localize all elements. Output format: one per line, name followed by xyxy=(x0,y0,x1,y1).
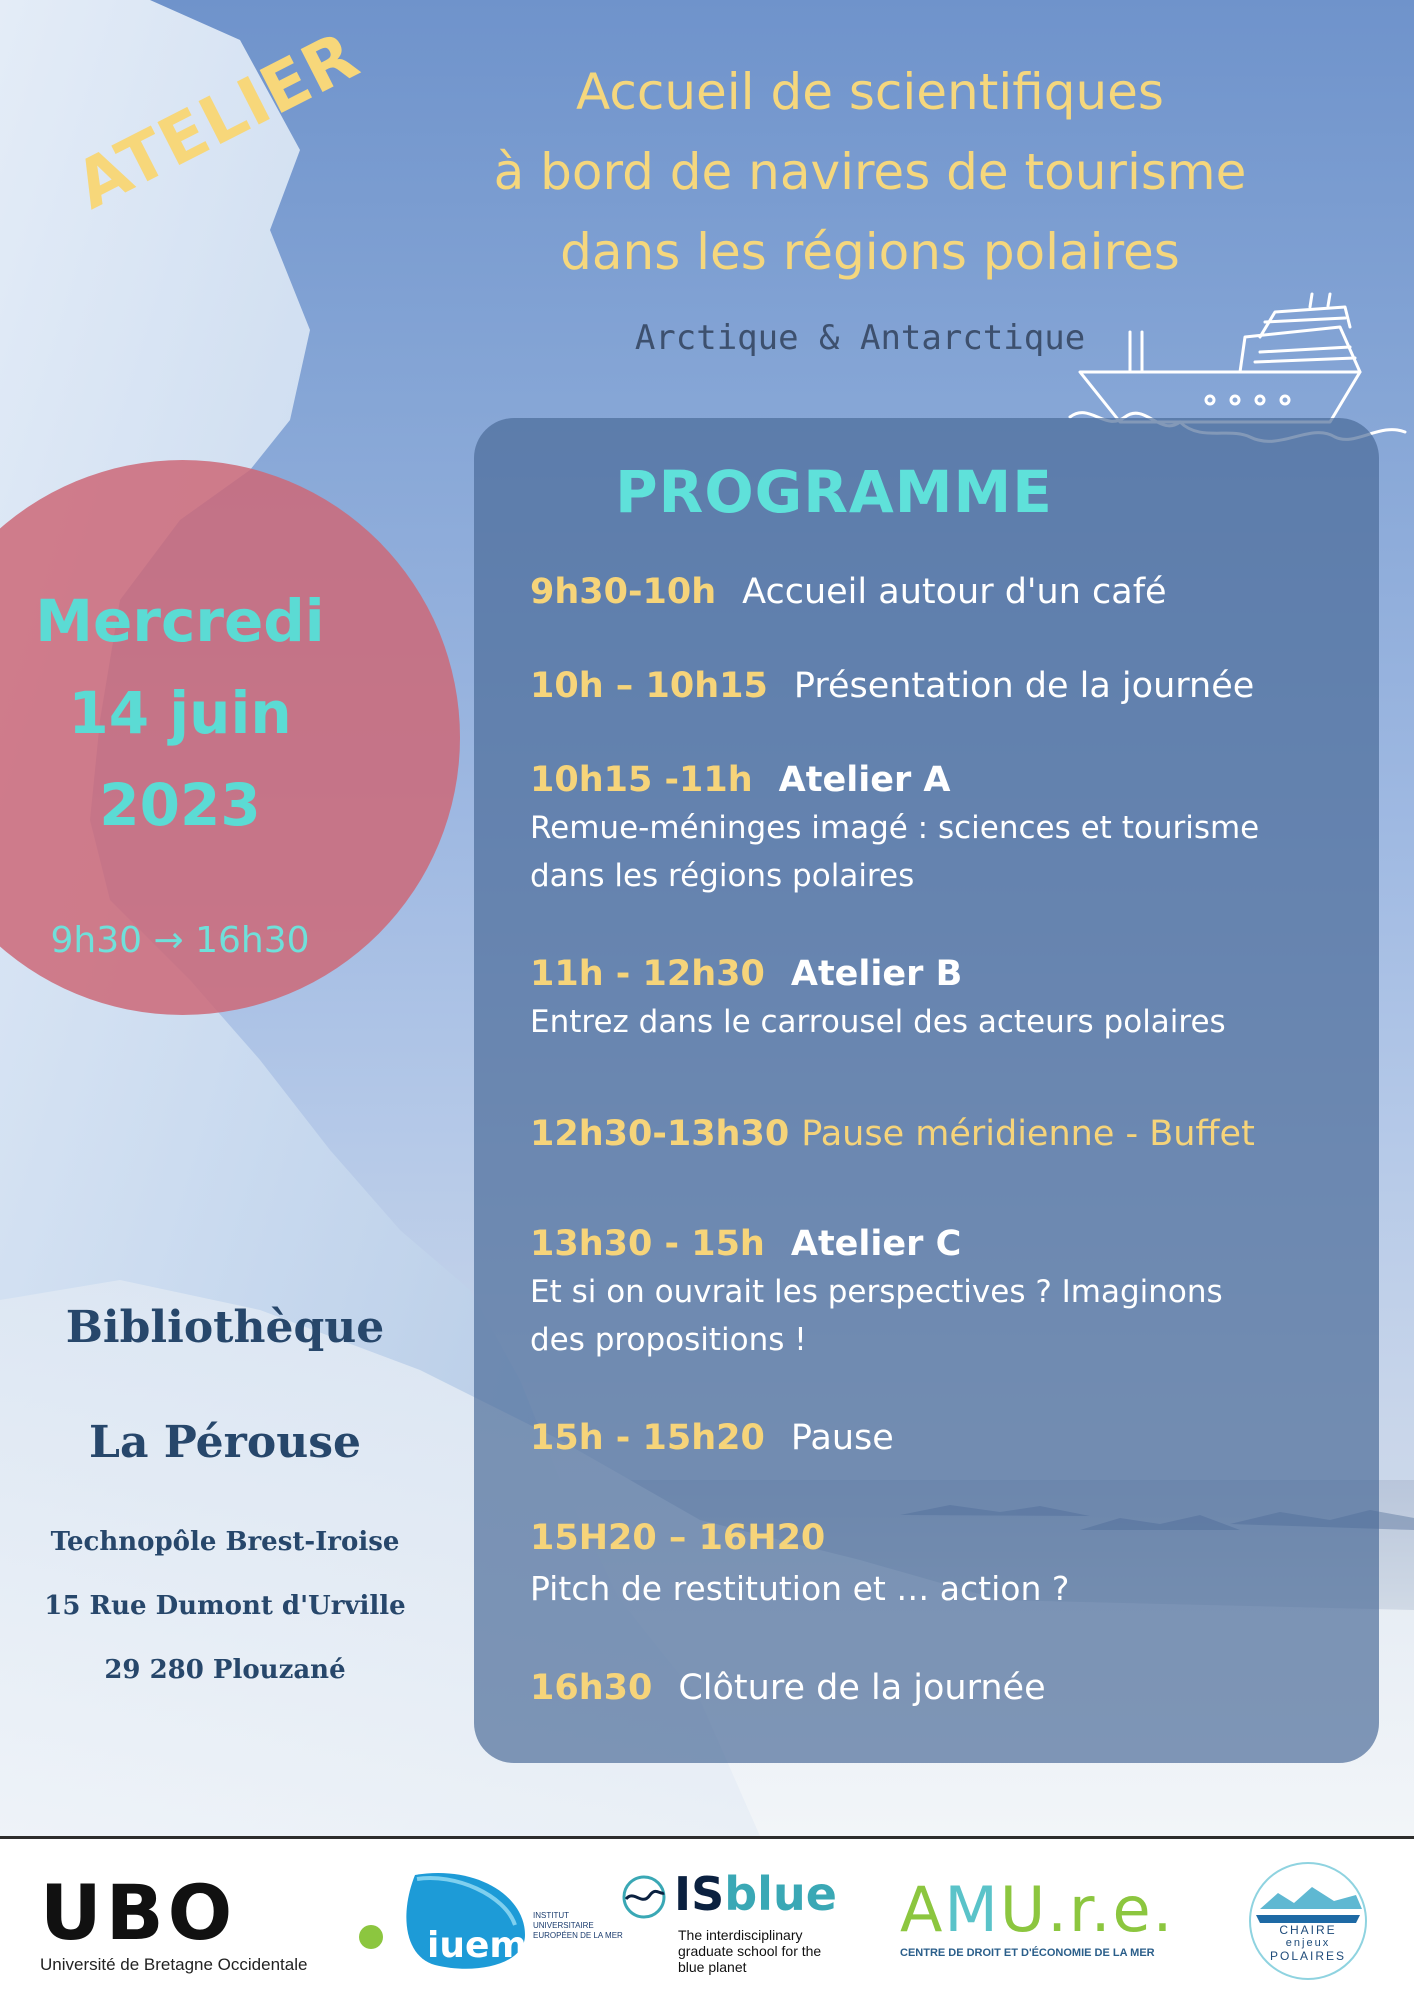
item-label: Atelier A xyxy=(778,760,951,800)
iuem-logo-word: iuem xyxy=(427,1925,527,1966)
amure-ure: U.r.e. xyxy=(999,1873,1175,1946)
venue-address: Technopôle Brest-Iroise xyxy=(50,1527,400,1557)
amure-logo-word xyxy=(900,1873,1175,1946)
item-desc: Et si on ouvrait les perspectives ? Imaginons xyxy=(530,1274,1223,1310)
item-time: 10h15 -11h xyxy=(530,760,753,800)
item-time: 9h30-10h xyxy=(530,572,717,612)
amure-a: A xyxy=(900,1873,945,1946)
chaire-logo-mark xyxy=(1238,1859,1378,1984)
programme-item xyxy=(530,662,1350,710)
item-time: 15h - 15h20 xyxy=(530,1418,765,1458)
item-desc: des propositions ! xyxy=(530,1322,807,1358)
ubo-logo-subtitle: Université de Bretagne Occidentale xyxy=(40,1955,308,1974)
item-label: Atelier C xyxy=(790,1224,962,1264)
item-desc: dans les régions polaires xyxy=(530,858,915,894)
date-year: 2023 xyxy=(99,771,261,839)
isblue-wave-icon xyxy=(620,1873,668,1921)
item-time: 15H20 – 16H20 xyxy=(530,1518,826,1558)
title-line: Accueil de scientifiques xyxy=(576,63,1164,121)
chaire-line: CHAIRE xyxy=(1279,1923,1337,1937)
date-date: 14 juin xyxy=(68,679,292,747)
ubo-logo-mark: UBO xyxy=(40,1868,237,1957)
atelier-tag: ATELIER xyxy=(63,16,371,225)
partner-logos-bar xyxy=(0,1836,1414,2003)
item-label: Accueil autour d'un café xyxy=(742,572,1167,612)
item-label: Clôture de la journée xyxy=(678,1668,1046,1708)
item-label: Atelier B xyxy=(790,954,963,994)
programme-item xyxy=(530,1220,1350,1364)
event-subtitle: Arctique & Antarctique xyxy=(634,318,1086,358)
event-date xyxy=(0,575,360,851)
programme-item xyxy=(530,1664,1350,1712)
item-label: Pause xyxy=(790,1418,894,1458)
item-time: 10h – 10h15 xyxy=(530,666,768,706)
venue-address: 29 280 Plouzané xyxy=(104,1655,346,1685)
isblue-logo-word xyxy=(674,1867,837,1921)
ubo-logo xyxy=(40,1868,308,1975)
item-label: Pause méridienne - Buffet xyxy=(801,1114,1255,1154)
amure-logo-subtitle: CENTRE DE DROIT ET D'ÉCONOMIE DE LA MER xyxy=(900,1947,1155,1959)
isblue-logo-subtitle: The interdisciplinary graduate school for the blue planet xyxy=(678,1927,822,1975)
programme-panel xyxy=(474,418,1379,1763)
isblue-logo xyxy=(620,1867,837,1975)
item-time: 12h30-13h30 xyxy=(530,1114,790,1154)
event-title xyxy=(420,52,1320,292)
programme-item xyxy=(530,1514,1350,1616)
date-day: Mercredi xyxy=(35,587,325,655)
item-desc: Pitch de restitution et … action ? xyxy=(530,1569,1070,1608)
programme-item xyxy=(530,950,1350,1046)
item-label: Présentation de la journée xyxy=(793,666,1255,706)
iuem-logo xyxy=(355,1865,623,1979)
item-time: 13h30 - 15h xyxy=(530,1224,765,1264)
item-desc: Entrez dans le carrousel des acteurs polaires xyxy=(530,1004,1226,1040)
event-hours: 9h30 → 16h30 xyxy=(50,920,310,961)
iuem-logo-subtitle: INSTITUT UNIVERSITAIRE EUROPÉEN DE LA MER xyxy=(533,1911,623,1940)
venue-block xyxy=(0,1270,450,1702)
title-line: dans les régions polaires xyxy=(560,223,1180,281)
title-line: à bord de navires de tourisme xyxy=(493,143,1247,201)
isblue-is: IS xyxy=(674,1867,725,1921)
venue-name: Bibliothèque xyxy=(65,1302,385,1353)
chaire-line: POLAIRES xyxy=(1269,1949,1347,1963)
venue-name: La Pérouse xyxy=(89,1417,361,1468)
chaire-logo xyxy=(1238,1859,1378,1988)
programme-item xyxy=(530,756,1350,900)
chaire-line: enjeux xyxy=(1285,1937,1331,1949)
amure-logo xyxy=(900,1873,1175,1959)
programme-item xyxy=(530,1110,1350,1158)
item-desc: Remue-méninges imagé : sciences et tourisme xyxy=(530,810,1260,846)
programme-title: PROGRAMME xyxy=(615,458,1053,526)
venue-address: 15 Rue Dumont d'Urville xyxy=(44,1591,406,1621)
programme-item xyxy=(530,1414,1350,1462)
item-time: 11h - 12h30 xyxy=(530,954,765,994)
amure-m: M xyxy=(944,1873,1000,1946)
programme-item xyxy=(530,568,1350,616)
item-time: 16h30 xyxy=(530,1668,653,1708)
isblue-blue: blue xyxy=(724,1867,837,1921)
